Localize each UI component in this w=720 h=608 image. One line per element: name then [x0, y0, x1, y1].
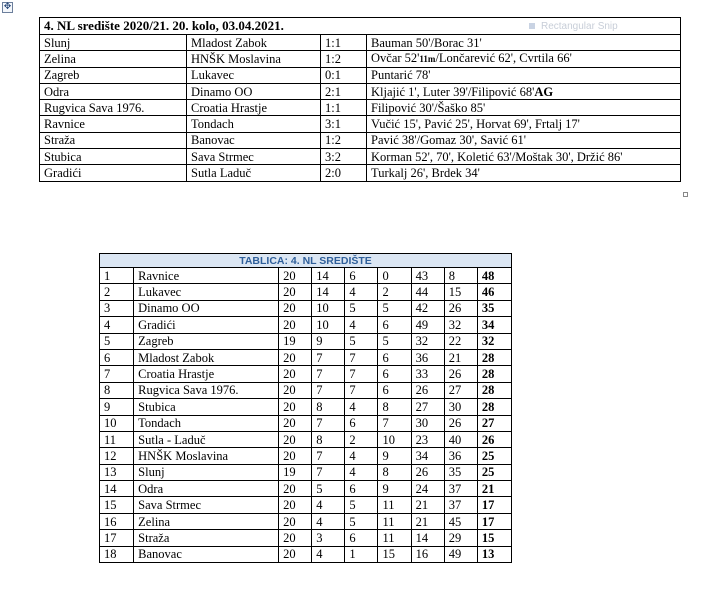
team-name: Straža	[134, 530, 279, 546]
position: 8	[100, 382, 134, 398]
won: 14	[312, 284, 345, 300]
scorers-penalty-note: 11m	[419, 54, 436, 65]
standings-title: TABLICA: 4. NL SREDIŠTE	[100, 254, 512, 268]
lost: 11	[378, 497, 411, 513]
lost: 8	[378, 399, 411, 415]
won: 7	[312, 382, 345, 398]
goals-against: 15	[444, 284, 477, 300]
goals-for: 36	[411, 349, 444, 365]
match-score: 1:2	[321, 51, 367, 67]
match-score: 1:2	[321, 132, 367, 148]
points: 25	[477, 464, 511, 480]
points: 46	[477, 284, 511, 300]
goals-against: 26	[444, 366, 477, 382]
played: 20	[279, 284, 312, 300]
won: 7	[312, 464, 345, 480]
standings-row	[100, 481, 512, 497]
standings-title-row	[100, 254, 512, 268]
team-name: Ravnice	[134, 268, 279, 284]
played: 20	[279, 530, 312, 546]
won: 8	[312, 431, 345, 447]
lost: 6	[378, 382, 411, 398]
won: 4	[312, 546, 345, 562]
standings-row	[100, 497, 512, 513]
match-row	[40, 116, 681, 132]
position: 17	[100, 530, 134, 546]
away-team: HNŠK Moslavina	[187, 51, 321, 67]
scorers-text: Korman 52', 70', Koletić 63'/Moštak 30', Držić 86'	[371, 149, 623, 164]
played: 20	[279, 481, 312, 497]
table-move-handle-icon[interactable]: ✥	[3, 2, 12, 12]
scorers-text: Puntarić 78'	[371, 68, 431, 83]
goals-against: 29	[444, 530, 477, 546]
standings-row	[100, 513, 512, 529]
points: 17	[477, 497, 511, 513]
points: 32	[477, 333, 511, 349]
drawn: 5	[345, 333, 378, 349]
position: 15	[100, 497, 134, 513]
home-team: Zagreb	[40, 67, 187, 83]
home-team: Ravnice	[40, 116, 187, 132]
lost: 10	[378, 431, 411, 447]
table-resize-handle[interactable]	[683, 192, 688, 197]
results-header: 4. NL središte 2020/21. 20. kolo, 03.04.2021.	[40, 18, 681, 35]
goals-for: 24	[411, 481, 444, 497]
goals-against: 26	[444, 300, 477, 316]
won: 4	[312, 513, 345, 529]
scorers-text: Filipović 30'/Šaško 85'	[371, 100, 486, 115]
away-team: Croatia Hrastje	[187, 100, 321, 116]
goals-against: 32	[444, 317, 477, 333]
match-score: 3:2	[321, 149, 367, 165]
won: 9	[312, 333, 345, 349]
points: 25	[477, 448, 511, 464]
match-row	[40, 35, 681, 51]
points: 34	[477, 317, 511, 333]
drawn: 5	[345, 497, 378, 513]
goals-for: 27	[411, 399, 444, 415]
standings-row	[100, 464, 512, 480]
position: 12	[100, 448, 134, 464]
match-scorers	[367, 35, 681, 51]
results-header-row	[40, 18, 681, 35]
match-scorers	[367, 100, 681, 116]
drawn: 2	[345, 431, 378, 447]
goals-against: 21	[444, 349, 477, 365]
won: 7	[312, 366, 345, 382]
away-team: Tondach	[187, 116, 321, 132]
played: 20	[279, 300, 312, 316]
home-team: Odra	[40, 83, 187, 99]
played: 20	[279, 349, 312, 365]
drawn: 5	[345, 513, 378, 529]
won: 5	[312, 481, 345, 497]
match-scorers	[367, 149, 681, 165]
away-team: Mladost Zabok	[187, 35, 321, 51]
match-row	[40, 51, 681, 67]
played: 19	[279, 464, 312, 480]
own-goal-mark: AG	[534, 84, 554, 99]
lost: 7	[378, 415, 411, 431]
home-team: Slunj	[40, 35, 187, 51]
away-team: Dinamo OO	[187, 83, 321, 99]
team-name: Odra	[134, 481, 279, 497]
team-name: Slunj	[134, 464, 279, 480]
lost: 6	[378, 349, 411, 365]
standings-row	[100, 399, 512, 415]
lost: 6	[378, 366, 411, 382]
won: 7	[312, 349, 345, 365]
played: 20	[279, 366, 312, 382]
goals-for: 33	[411, 366, 444, 382]
goals-against: 36	[444, 448, 477, 464]
drawn: 4	[345, 464, 378, 480]
won: 7	[312, 448, 345, 464]
match-score: 2:0	[321, 165, 367, 181]
played: 20	[279, 497, 312, 513]
points: 15	[477, 530, 511, 546]
match-score: 3:1	[321, 116, 367, 132]
home-team: Stubica	[40, 149, 187, 165]
match-score: 0:1	[321, 67, 367, 83]
standings-row	[100, 317, 512, 333]
match-row	[40, 83, 681, 99]
lost: 15	[378, 546, 411, 562]
points: 13	[477, 546, 511, 562]
points: 21	[477, 481, 511, 497]
position: 2	[100, 284, 134, 300]
goals-for: 43	[411, 268, 444, 284]
standings-row	[100, 333, 512, 349]
team-name: Gradići	[134, 317, 279, 333]
standings-row	[100, 382, 512, 398]
goals-for: 32	[411, 333, 444, 349]
goals-against: 40	[444, 431, 477, 447]
lost: 11	[378, 530, 411, 546]
drawn: 4	[345, 448, 378, 464]
team-name: HNŠK Moslavina	[134, 448, 279, 464]
standings-row	[100, 530, 512, 546]
match-scorers	[367, 67, 681, 83]
won: 10	[312, 300, 345, 316]
drawn: 7	[345, 382, 378, 398]
lost: 5	[378, 333, 411, 349]
won: 8	[312, 399, 345, 415]
played: 20	[279, 399, 312, 415]
standings-row	[100, 284, 512, 300]
goals-for: 26	[411, 464, 444, 480]
scorers-text: Vučić 15', Pavić 25', Horvat 69', Frtalj 17'	[371, 117, 580, 132]
standings-row	[100, 366, 512, 382]
position: 7	[100, 366, 134, 382]
goals-against: 37	[444, 497, 477, 513]
lost: 6	[378, 317, 411, 333]
won: 14	[312, 268, 345, 284]
points: 27	[477, 415, 511, 431]
goals-against: 49	[444, 546, 477, 562]
drawn: 5	[345, 300, 378, 316]
match-scorers	[367, 83, 681, 99]
lost: 11	[378, 513, 411, 529]
lost: 0	[378, 268, 411, 284]
position: 13	[100, 464, 134, 480]
team-name: Zagreb	[134, 333, 279, 349]
points: 48	[477, 268, 511, 284]
goals-for: 23	[411, 431, 444, 447]
match-scorers	[367, 51, 681, 67]
lost: 5	[378, 300, 411, 316]
won: 3	[312, 530, 345, 546]
position: 18	[100, 546, 134, 562]
scorers-text: Kljajić 1', Luter 39'/Filipović 68'	[371, 84, 535, 99]
standings-row	[100, 431, 512, 447]
standings-table	[99, 253, 512, 563]
match-score: 2:1	[321, 83, 367, 99]
won: 4	[312, 497, 345, 513]
away-team: Sava Strmec	[187, 149, 321, 165]
drawn: 6	[345, 481, 378, 497]
played: 20	[279, 513, 312, 529]
match-score: 1:1	[321, 100, 367, 116]
drawn: 4	[345, 317, 378, 333]
lost: 8	[378, 464, 411, 480]
match-row	[40, 67, 681, 83]
goals-for: 42	[411, 300, 444, 316]
goals-against: 26	[444, 415, 477, 431]
goals-against: 27	[444, 382, 477, 398]
match-row	[40, 165, 681, 181]
goals-against: 22	[444, 333, 477, 349]
standings-row	[100, 415, 512, 431]
team-name: Stubica	[134, 399, 279, 415]
match-row	[40, 100, 681, 116]
watermark-text: Rectangular Snip	[541, 21, 618, 32]
team-name: Sava Strmec	[134, 497, 279, 513]
match-row	[40, 149, 681, 165]
drawn: 4	[345, 284, 378, 300]
goals-for: 34	[411, 448, 444, 464]
match-scorers	[367, 165, 681, 181]
standings-row	[100, 448, 512, 464]
position: 5	[100, 333, 134, 349]
match-scorers	[367, 132, 681, 148]
drawn: 6	[345, 268, 378, 284]
home-team: Zelina	[40, 51, 187, 67]
points: 28	[477, 349, 511, 365]
goals-for: 49	[411, 317, 444, 333]
position: 4	[100, 317, 134, 333]
scorers-text: Pavić 38'/Gomaz 30', Savić 61'	[371, 133, 526, 148]
position: 1	[100, 268, 134, 284]
lost: 2	[378, 284, 411, 300]
played: 20	[279, 448, 312, 464]
drawn: 1	[345, 546, 378, 562]
goals-against: 35	[444, 464, 477, 480]
goals-for: 21	[411, 497, 444, 513]
team-name: Croatia Hrastje	[134, 366, 279, 382]
goals-against: 45	[444, 513, 477, 529]
goals-for: 30	[411, 415, 444, 431]
goals-against: 30	[444, 399, 477, 415]
goals-for: 21	[411, 513, 444, 529]
home-team: Gradići	[40, 165, 187, 181]
position: 3	[100, 300, 134, 316]
scorers-text-rest: /Lončarević 62', Cvrtila 66'	[435, 51, 572, 66]
team-name: Zelina	[134, 513, 279, 529]
standings-row	[100, 349, 512, 365]
won: 10	[312, 317, 345, 333]
away-team: Sutla Laduč	[187, 165, 321, 181]
played: 20	[279, 431, 312, 447]
played: 20	[279, 546, 312, 562]
drawn: 7	[345, 366, 378, 382]
scorers-text: Turkalj 26', Brdek 34'	[371, 166, 480, 181]
points: 28	[477, 399, 511, 415]
away-team: Lukavec	[187, 67, 321, 83]
played: 20	[279, 268, 312, 284]
team-name: Rugvica Sava 1976.	[134, 382, 279, 398]
scorers-text: Ovčar 52'	[371, 51, 420, 66]
position: 6	[100, 349, 134, 365]
played: 19	[279, 333, 312, 349]
team-name: Dinamo OO	[134, 300, 279, 316]
played: 20	[279, 317, 312, 333]
standings-row	[100, 546, 512, 562]
team-name: Tondach	[134, 415, 279, 431]
position: 11	[100, 431, 134, 447]
goals-against: 37	[444, 481, 477, 497]
points: 17	[477, 513, 511, 529]
won: 7	[312, 415, 345, 431]
played: 20	[279, 382, 312, 398]
results-table	[39, 17, 681, 182]
points: 28	[477, 382, 511, 398]
points: 26	[477, 431, 511, 447]
team-name: Mladost Zabok	[134, 349, 279, 365]
drawn: 7	[345, 349, 378, 365]
lost: 9	[378, 481, 411, 497]
match-score: 1:1	[321, 35, 367, 51]
match-row	[40, 132, 681, 148]
standings-row	[100, 300, 512, 316]
goals-for: 14	[411, 530, 444, 546]
drawn: 4	[345, 399, 378, 415]
position: 9	[100, 399, 134, 415]
match-scorers	[367, 116, 681, 132]
team-name: Lukavec	[134, 284, 279, 300]
points: 28	[477, 366, 511, 382]
scorers-text: Bauman 50'/Borac 31'	[371, 35, 482, 50]
goals-for: 26	[411, 382, 444, 398]
goals-for: 44	[411, 284, 444, 300]
position: 16	[100, 513, 134, 529]
played: 20	[279, 415, 312, 431]
goals-for: 16	[411, 546, 444, 562]
position: 10	[100, 415, 134, 431]
goals-against: 8	[444, 268, 477, 284]
team-name: Sutla - Laduč	[134, 431, 279, 447]
points: 35	[477, 300, 511, 316]
home-team: Rugvica Sava 1976.	[40, 100, 187, 116]
drawn: 6	[345, 530, 378, 546]
standings-row	[100, 268, 512, 284]
team-name: Banovac	[134, 546, 279, 562]
lost: 9	[378, 448, 411, 464]
home-team: Straža	[40, 132, 187, 148]
position: 14	[100, 481, 134, 497]
drawn: 6	[345, 415, 378, 431]
away-team: Banovac	[187, 132, 321, 148]
